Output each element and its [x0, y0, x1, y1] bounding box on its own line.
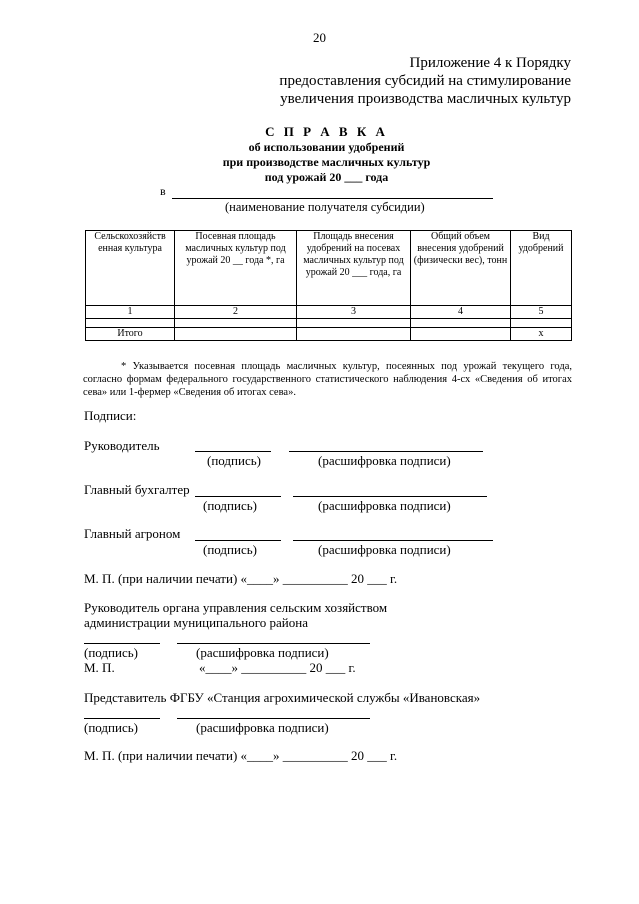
representative-decode-line[interactable] — [177, 718, 370, 719]
table-cell[interactable] — [86, 319, 175, 328]
accountant-signature-line[interactable] — [195, 496, 281, 497]
col-number: 4 — [411, 306, 511, 319]
table-cell[interactable] — [411, 328, 511, 341]
stamp-date-line: М. П. (при наличии печати) «____» __________ 20 ___ г. — [84, 571, 398, 586]
table-cell[interactable] — [175, 328, 297, 341]
footnote: * Указывается посевная площадь масличных культур, посеянных под урожай текущего года, согласно формам федерального государственного статистического наблюдения 4-сх «Сведения об итогах сева» или 1-фермер «Сведения об итогах сева». — [83, 361, 572, 398]
representative-label: Представитель ФГБУ «Станция агрохимической службы «Ивановская» — [84, 690, 481, 705]
appendix-line-2: предоставления субсидий на стимулирование — [279, 73, 571, 89]
decode-caption: (расшифровка подписи) — [196, 645, 329, 660]
sign-caption: (подпись) — [207, 453, 261, 468]
authority-label-line-1: Руководитель органа управления сельским хозяйством — [84, 600, 388, 615]
agronomist-label: Главный агроном — [84, 526, 181, 541]
stamp-date-line-2: М. П. (при наличии печати) «____» __________ 20 ___ г. — [84, 748, 398, 763]
accountant-label: Главный бухгалтер — [84, 482, 190, 497]
stamp-label: М. П. — [84, 660, 115, 675]
col-number: 1 — [86, 306, 175, 319]
representative-signature-line[interactable] — [84, 718, 160, 719]
recipient-field-line[interactable] — [172, 198, 493, 199]
header-crop: Сельскохозяйств енная культура — [86, 231, 175, 306]
total-x-mark: x — [511, 328, 572, 341]
appendix-line-3: увеличения производства масличных культур — [280, 91, 571, 107]
table-cell[interactable] — [297, 319, 411, 328]
total-label: Итого — [86, 328, 175, 341]
table-cell[interactable] — [511, 319, 572, 328]
page-number: 20 — [313, 30, 326, 45]
sign-caption: (подпись) — [203, 542, 257, 557]
authority-decode-line[interactable] — [177, 643, 370, 644]
header-fertilized-area: Площадь внесения удобрений на посевах масличных культур под урожай 20 ___ года, га — [297, 231, 411, 306]
table-cell[interactable] — [297, 328, 411, 341]
table-cell[interactable] — [411, 319, 511, 328]
decode-caption: (расшифровка подписи) — [196, 720, 329, 735]
head-signature-line[interactable] — [195, 451, 271, 452]
recipient-prefix: в — [160, 184, 166, 198]
col-number: 2 — [175, 306, 297, 319]
agronomist-signature-line[interactable] — [195, 540, 281, 541]
title-subline-1: об использовании удобрений — [248, 140, 405, 154]
header-fertilizer-type: Вид удобрений — [511, 231, 572, 306]
col-number: 3 — [297, 306, 411, 319]
sign-caption: (подпись) — [203, 498, 257, 513]
fertilizer-table — [85, 230, 572, 341]
authority-label-line-2: администрации муниципального района — [84, 615, 308, 630]
head-label: Руководитель — [84, 438, 160, 453]
col-number: 5 — [511, 306, 572, 319]
table-header-row — [86, 231, 572, 306]
header-total-volume: Общий объем внесения удобрений (физически вес), тонн — [411, 231, 511, 306]
appendix-line-1: Приложение 4 к Порядку — [409, 55, 571, 71]
sign-caption: (подпись) — [84, 645, 138, 660]
table-cell[interactable] — [175, 319, 297, 328]
decode-caption: (расшифровка подписи) — [318, 498, 451, 513]
title-subline-3: под урожай 20 ___ года — [264, 170, 389, 184]
decode-caption: (расшифровка подписи) — [318, 542, 451, 557]
title-subline-2: при производстве масличных культур — [222, 155, 431, 169]
agronomist-decode-line[interactable] — [293, 540, 493, 541]
signatures-heading: Подписи: — [84, 408, 137, 423]
table-number-row — [86, 306, 572, 319]
table-total-row — [86, 328, 572, 341]
authority-stamp-date: «____» __________ 20 ___ г. — [199, 660, 356, 675]
accountant-decode-line[interactable] — [293, 496, 487, 497]
table-row — [86, 319, 572, 328]
document-title: С П Р А В К А — [265, 124, 388, 139]
head-decode-line[interactable] — [289, 451, 483, 452]
sign-caption: (подпись) — [84, 720, 138, 735]
recipient-caption: (наименование получателя субсидии) — [225, 200, 425, 214]
authority-signature-line[interactable] — [84, 643, 160, 644]
decode-caption: (расшифровка подписи) — [318, 453, 451, 468]
header-sown-area: Посевная площадь масличных культур под урожай 20 __ года *, га — [175, 231, 297, 306]
